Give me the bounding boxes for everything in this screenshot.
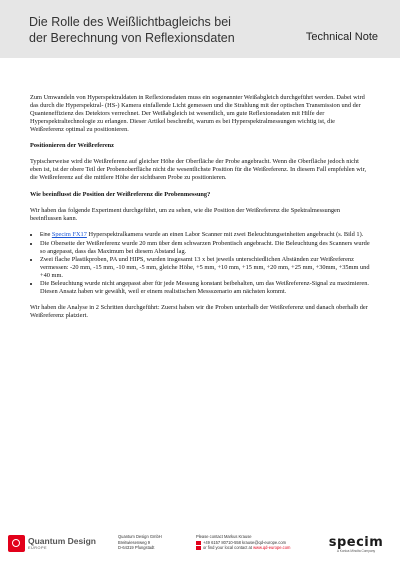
page-footer <box>0 529 400 567</box>
quantum-design-logo-name: Quantum Design <box>28 536 97 546</box>
company-address <box>118 534 188 551</box>
quantum-design-logo <box>8 535 100 555</box>
specim-fx17-link[interactable]: Specim FX17 <box>51 231 87 239</box>
section-heading-influence: Wie beeinflusst die Position der Weißreferenz die Probenmessung? <box>30 190 211 198</box>
specim-logo <box>326 536 386 554</box>
list-item <box>40 231 370 240</box>
list-item: • Die Oberseite der Weißreferenz wurde 20 mm über dem schwarzen Probentisch angebracht. Die Beleuchtung des Scanners wurde so angepasst, dass das Maximum bei diesem Abstand lag. <box>40 240 370 256</box>
contact-phone-email: +49 6157 80710-558 krause@qd-europe.com <box>203 539 287 545</box>
document-title <box>29 14 279 46</box>
company-city: D-64319 Pfungstadt <box>118 545 155 551</box>
company-street: Breitwiesenweg 9 <box>118 539 151 545</box>
bullet-1-text: Hyperspektralkamera wurde an einen Labor Scanner mit zwei Beleuchtungseinheiten angebracht (s. Bild 1). <box>86 231 364 239</box>
website-link[interactable]: www.qd-europe.com <box>253 545 291 551</box>
specim-logo-sub: A Konica Minolta Company <box>336 549 376 553</box>
experiment-intro-paragraph: Wir haben das folgende Experiment durchgeführt, um zu sehen, wie die Position der Weißreferenz die Spektralmessungen beeinflussen kann. <box>30 207 341 222</box>
list-item: • Zwei flache Plastikproben, PA und HIPS, wurden insgesamt 13 x bei jeweils unterschiedlichen Abständen zur Weißreferenz vermessen: -20 mm, -15 mm, -10 mm, -5 mm, gleiche Höhe, +5 mm, +10 mm, +15 mm, +20 mm, +25 mm, +30mm, +35mm und +40 mm. <box>40 256 370 280</box>
closing-paragraph: Wir haben die Analyse in 2 Schritten durchgeführt: Zuerst haben wir die Proben unterhalb der Weißreferenz und danach oberhalb der Weißreferenz platziert. <box>30 304 368 320</box>
bullet-1-lead: Eine <box>40 232 52 239</box>
experiment-list <box>30 231 370 295</box>
document-type-label: Technical Note <box>305 31 378 43</box>
intro-paragraph: Zum Umwandeln von Hyperspektraldaten in Reflexionsdaten muss ein sogenannter Weißabgleich durchgeführt werden. Dabei wird das durch die Hyperspektral- (HS-) Kamera einfallende Licht gemessen und die Strahlung mit der optischen Transmission und der Quanteneffizienz des Detektors verrechnet. Der Weißabgleich ist wesentlich, um gute Reflexionsdaten mit Hilfe der Hyperspektraltechnologie zu erlangen. Dieser Artikel beschreibt, warum es bei Hyperspektralmessungen wichtig ist, die Weißreferenz optimal zu positionieren. <box>30 94 365 133</box>
contact-line-3 <box>196 545 306 551</box>
contact-line-1: Please contact Markus Krause <box>196 534 252 539</box>
document-title-line-1: Die Rolle des Weißlichtbagleichs bei <box>29 15 231 29</box>
list-item: • Die Beleuchtung wurde nicht angepasst aber für jede Messung konstant beibehalten, um das Weißreferenz-Signal zu maximieren. Diesen Ansatz haben wir gewählt, weil er einem realistischen Messszenario am nächsten kommt. <box>40 280 370 296</box>
contact-info <box>196 534 306 551</box>
phone-icon <box>196 541 201 545</box>
contact-line-3-prefix: or find your local contact at <box>203 545 254 551</box>
quantum-design-logo-sub: EUROPE <box>28 546 48 550</box>
quantum-design-logo-icon <box>8 535 25 552</box>
article-body <box>30 94 370 328</box>
section-heading-positioning: Positionieren der Weißreferenz <box>30 142 114 150</box>
document-title-line-2: der Berechnung von Reflexionsdaten <box>29 31 235 45</box>
company-name: Quantum Design GmbH <box>118 534 162 539</box>
specim-logo-name: specim <box>328 535 384 550</box>
positioning-paragraph: Typischerweise wird die Weißreferenz auf gleicher Höhe der Oberfläche der Probe angebracht. Wenn die Oberfläche jedoch nicht eben ist, ist der obere Teil der Probenoberfläche nicht die wesentlichste Position für die Weißreferenz. In diesem Fall empfehlen wir, die Weißreferenz auf die mittlere Höhe der sichtbaren Probe zu positionieren. <box>30 158 367 182</box>
globe-icon <box>196 546 201 550</box>
